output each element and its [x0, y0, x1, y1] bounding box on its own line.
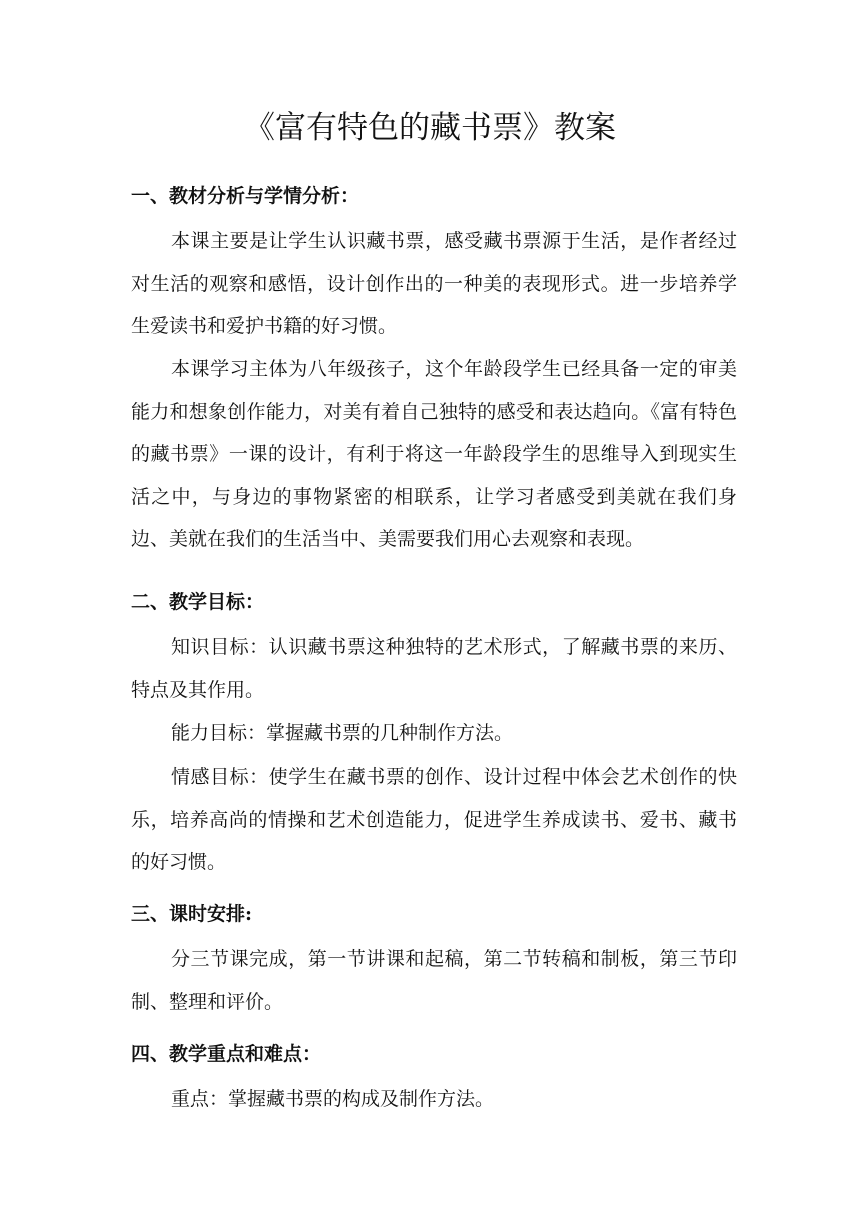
- section-heading-analysis: 一、教材分析与学情分析：: [131, 185, 360, 207]
- paragraph-analysis-2: 本课学习主体为八年级孩子，这个年龄段学生已经具备一定的审美能力和想象创作能力，对美有着自己独特的感受和表达趋向。《富有特色的藏书票》一课的设计，有利于将这一年龄段学生的思维导入到现实生活之中，与身边的事物紧密的相联系，让学习者感受到美就在我们身边、美就在我们的生活当中、美需要我们用心去观察和表现。: [131, 358, 737, 550]
- section-heading-key-points: 四、教学重点和难点：: [131, 1043, 322, 1065]
- paragraph-schedule: 分三节课完成，第一节讲课和起稿，第二节转稿和制板，第三节印制、整理和评价。: [131, 948, 737, 1013]
- paragraph-analysis-1: 本课主要是让学生认识藏书票，感受藏书票源于生活，是作者经过对生活的观察和感悟，设计创作出的一种美的表现形式。进一步培养学生爱读书和爱护书籍的好习惯。: [131, 230, 737, 337]
- paragraph-ability-objective: 能力目标：掌握藏书票的几种制作方法。: [171, 722, 514, 744]
- paragraph-key-point: 重点：掌握藏书票的构成及制作方法。: [171, 1088, 495, 1110]
- section-heading-objectives: 二、教学目标：: [131, 591, 265, 613]
- document-title: 《富有特色的藏书票》教案: [244, 110, 616, 146]
- paragraph-knowledge-objective: 知识目标：认识藏书票这种独特的艺术形式，了解藏书票的来历、特点及其作用。: [131, 636, 737, 701]
- paragraph-emotion-objective: 情感目标：使学生在藏书票的创作、设计过程中体会艺术创作的快乐，培养高尚的情操和艺术创造能力，促进学生养成读书、爱书、藏书的好习惯。: [131, 766, 737, 873]
- section-heading-schedule: 三、课时安排:: [131, 903, 253, 925]
